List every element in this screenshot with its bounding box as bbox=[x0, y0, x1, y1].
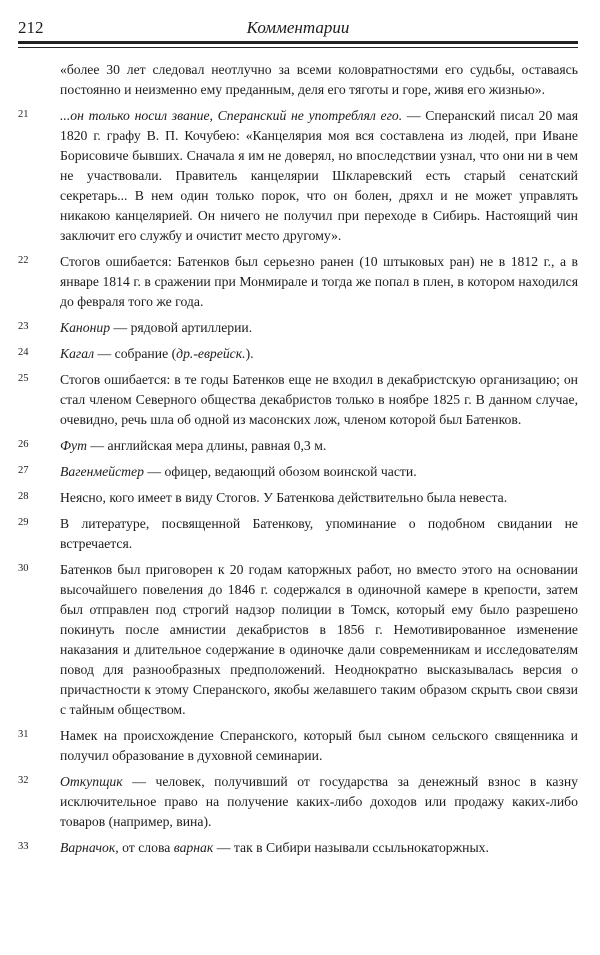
note-text bbox=[60, 488, 578, 508]
note-body: Намек на происхождение Сперанского, который был сыном сельского священника и получил образование в духовной семинарии. bbox=[60, 728, 578, 763]
note-number: 33 bbox=[18, 841, 29, 852]
note-text bbox=[60, 370, 578, 430]
note-number: 23 bbox=[18, 321, 29, 332]
note-number: 29 bbox=[18, 517, 29, 528]
note-22 bbox=[18, 252, 578, 312]
running-title: Комментарии bbox=[246, 18, 350, 37]
note-text bbox=[60, 772, 578, 832]
note-body: Батенков был приговорен к 20 годам каторжных работ, но вместо этого на основании высочайшего повеления до 1846 г. содержался в одиночной камере в крепости, затем был отправлен под строгий надзор полиции в Томск, который ему было разрешено покинуть после амнистии декабристов в 1856 г. Немотивированное изменение наказания и длительное содержание в одиночке дали современникам и исследователям повод для разнообразных предположений. Неоднократно высказывалась версия о причастности к этому Сперанского, якобы желавшего таким образом скрыть свои связи с тайным обществом. bbox=[60, 562, 578, 717]
note-lead: Кагал bbox=[60, 346, 95, 361]
note-26 bbox=[18, 436, 578, 456]
note-25 bbox=[18, 370, 578, 430]
note-tail: — так в Сибири называли ссыльнокаторжных. bbox=[213, 840, 489, 855]
note-lead: Фут bbox=[60, 438, 87, 453]
intro-paragraph: «более 30 лет следовал неотлучно за всеми коловратностями его судьбы, оставаясь постоянно и неизменно ему преданным, деля его тяготы и горе, живя его жизнью». bbox=[60, 62, 578, 97]
note-text bbox=[60, 838, 578, 858]
page-header bbox=[18, 12, 578, 42]
note-body: — Сперанский писал 20 мая 1820 г. графу В. П. Кочубею: «Канцелярия моя вся составлена из людей, при Иване Борисовиче бывших. Сначала я им не доверял, но впоследствии узнал, что они ни в чем не участвовали. Правитель канцелярии Шкларевский есть старый сенатский секретарь... В нем один только порок, что он болен, дряхл и не может управлять никакою канцелярией. Он ничего не получил при переходе в Сибирь. Настоящий чин заключит его службу и очистит место другому». bbox=[60, 108, 578, 243]
note-lead: Вагенмейстер bbox=[60, 464, 144, 479]
note-body: — рядовой артиллерии. bbox=[110, 320, 253, 335]
note-body: Стогов ошибается: Батенков был серьезно ранен (10 штыковых ран) не в 1812 г., а в январе 1814 г. в сражении при Монмирале и тогда же попал в плен, в котором находился до февраля того же года. bbox=[60, 254, 578, 309]
header-rule-thick bbox=[18, 41, 578, 44]
note-number: 28 bbox=[18, 491, 29, 502]
note-29 bbox=[18, 514, 578, 554]
note-number: 25 bbox=[18, 373, 29, 384]
note-body: Неясно, кого имеет в виду Стогов. У Батенкова действительно была невеста. bbox=[60, 490, 508, 505]
note-lead: ...он только носил звание, Сперанский не употреблял его. bbox=[60, 108, 403, 123]
commentary-body bbox=[18, 60, 578, 864]
note-italic: варнак bbox=[173, 840, 214, 855]
note-tail: ). bbox=[245, 346, 254, 361]
note-28 bbox=[18, 488, 578, 508]
note-text bbox=[60, 344, 578, 364]
note-text bbox=[60, 252, 578, 312]
note-number: 32 bbox=[18, 775, 29, 786]
note-text bbox=[60, 462, 578, 482]
note-number: 26 bbox=[18, 439, 29, 450]
note-number: 22 bbox=[18, 255, 29, 266]
note-number: 24 bbox=[18, 347, 29, 358]
note-text bbox=[60, 436, 578, 456]
note-body: — офицер, ведающий обозом воинской части. bbox=[143, 464, 417, 479]
note-text bbox=[60, 514, 578, 554]
note-21 bbox=[18, 106, 578, 246]
note-italic: др.-еврейск. bbox=[176, 346, 246, 361]
header-rule-thin bbox=[18, 47, 578, 48]
note-24 bbox=[18, 344, 578, 364]
note-text bbox=[60, 726, 578, 766]
note-27 bbox=[18, 462, 578, 482]
note-text bbox=[60, 560, 578, 720]
note-body: Стогов ошибается: в те годы Батенков еще не входил в декабристскую организацию; он стал членом Северного общества декабристов только в ноябре 1825 г. В данном случае, очевидно, речь шла об одной из масонских лож, членом которой был Батенков. bbox=[60, 372, 578, 427]
note-lead: Варначок bbox=[60, 840, 116, 855]
note-body: — человек, получивший от государства за денежный взнос в казну исключительное право на получение каких-либо доходов или продажу каких-либо товаров (например, вина). bbox=[60, 774, 578, 829]
note-body: — английская мера длины, равная 0,3 м. bbox=[86, 438, 327, 453]
note-number: 21 bbox=[18, 109, 29, 120]
note-body: В литературе, посвященной Батенкову, упоминание о подобном свидании не встречается. bbox=[60, 516, 578, 551]
note-text bbox=[60, 318, 578, 338]
note-number: 30 bbox=[18, 563, 29, 574]
note-number: 27 bbox=[18, 465, 29, 476]
note-number: 31 bbox=[18, 729, 29, 740]
note-lead: Канонир bbox=[60, 320, 111, 335]
note-lead: Откупщик bbox=[60, 774, 123, 789]
note-body: — собрание ( bbox=[94, 346, 177, 361]
note-31 bbox=[18, 726, 578, 766]
note-33 bbox=[18, 838, 578, 858]
note-body: , от слова bbox=[115, 840, 174, 855]
note-30 bbox=[18, 560, 578, 720]
page-number: 212 bbox=[18, 18, 44, 37]
note-32 bbox=[18, 772, 578, 832]
note-23 bbox=[18, 318, 578, 338]
note-text bbox=[60, 106, 578, 246]
